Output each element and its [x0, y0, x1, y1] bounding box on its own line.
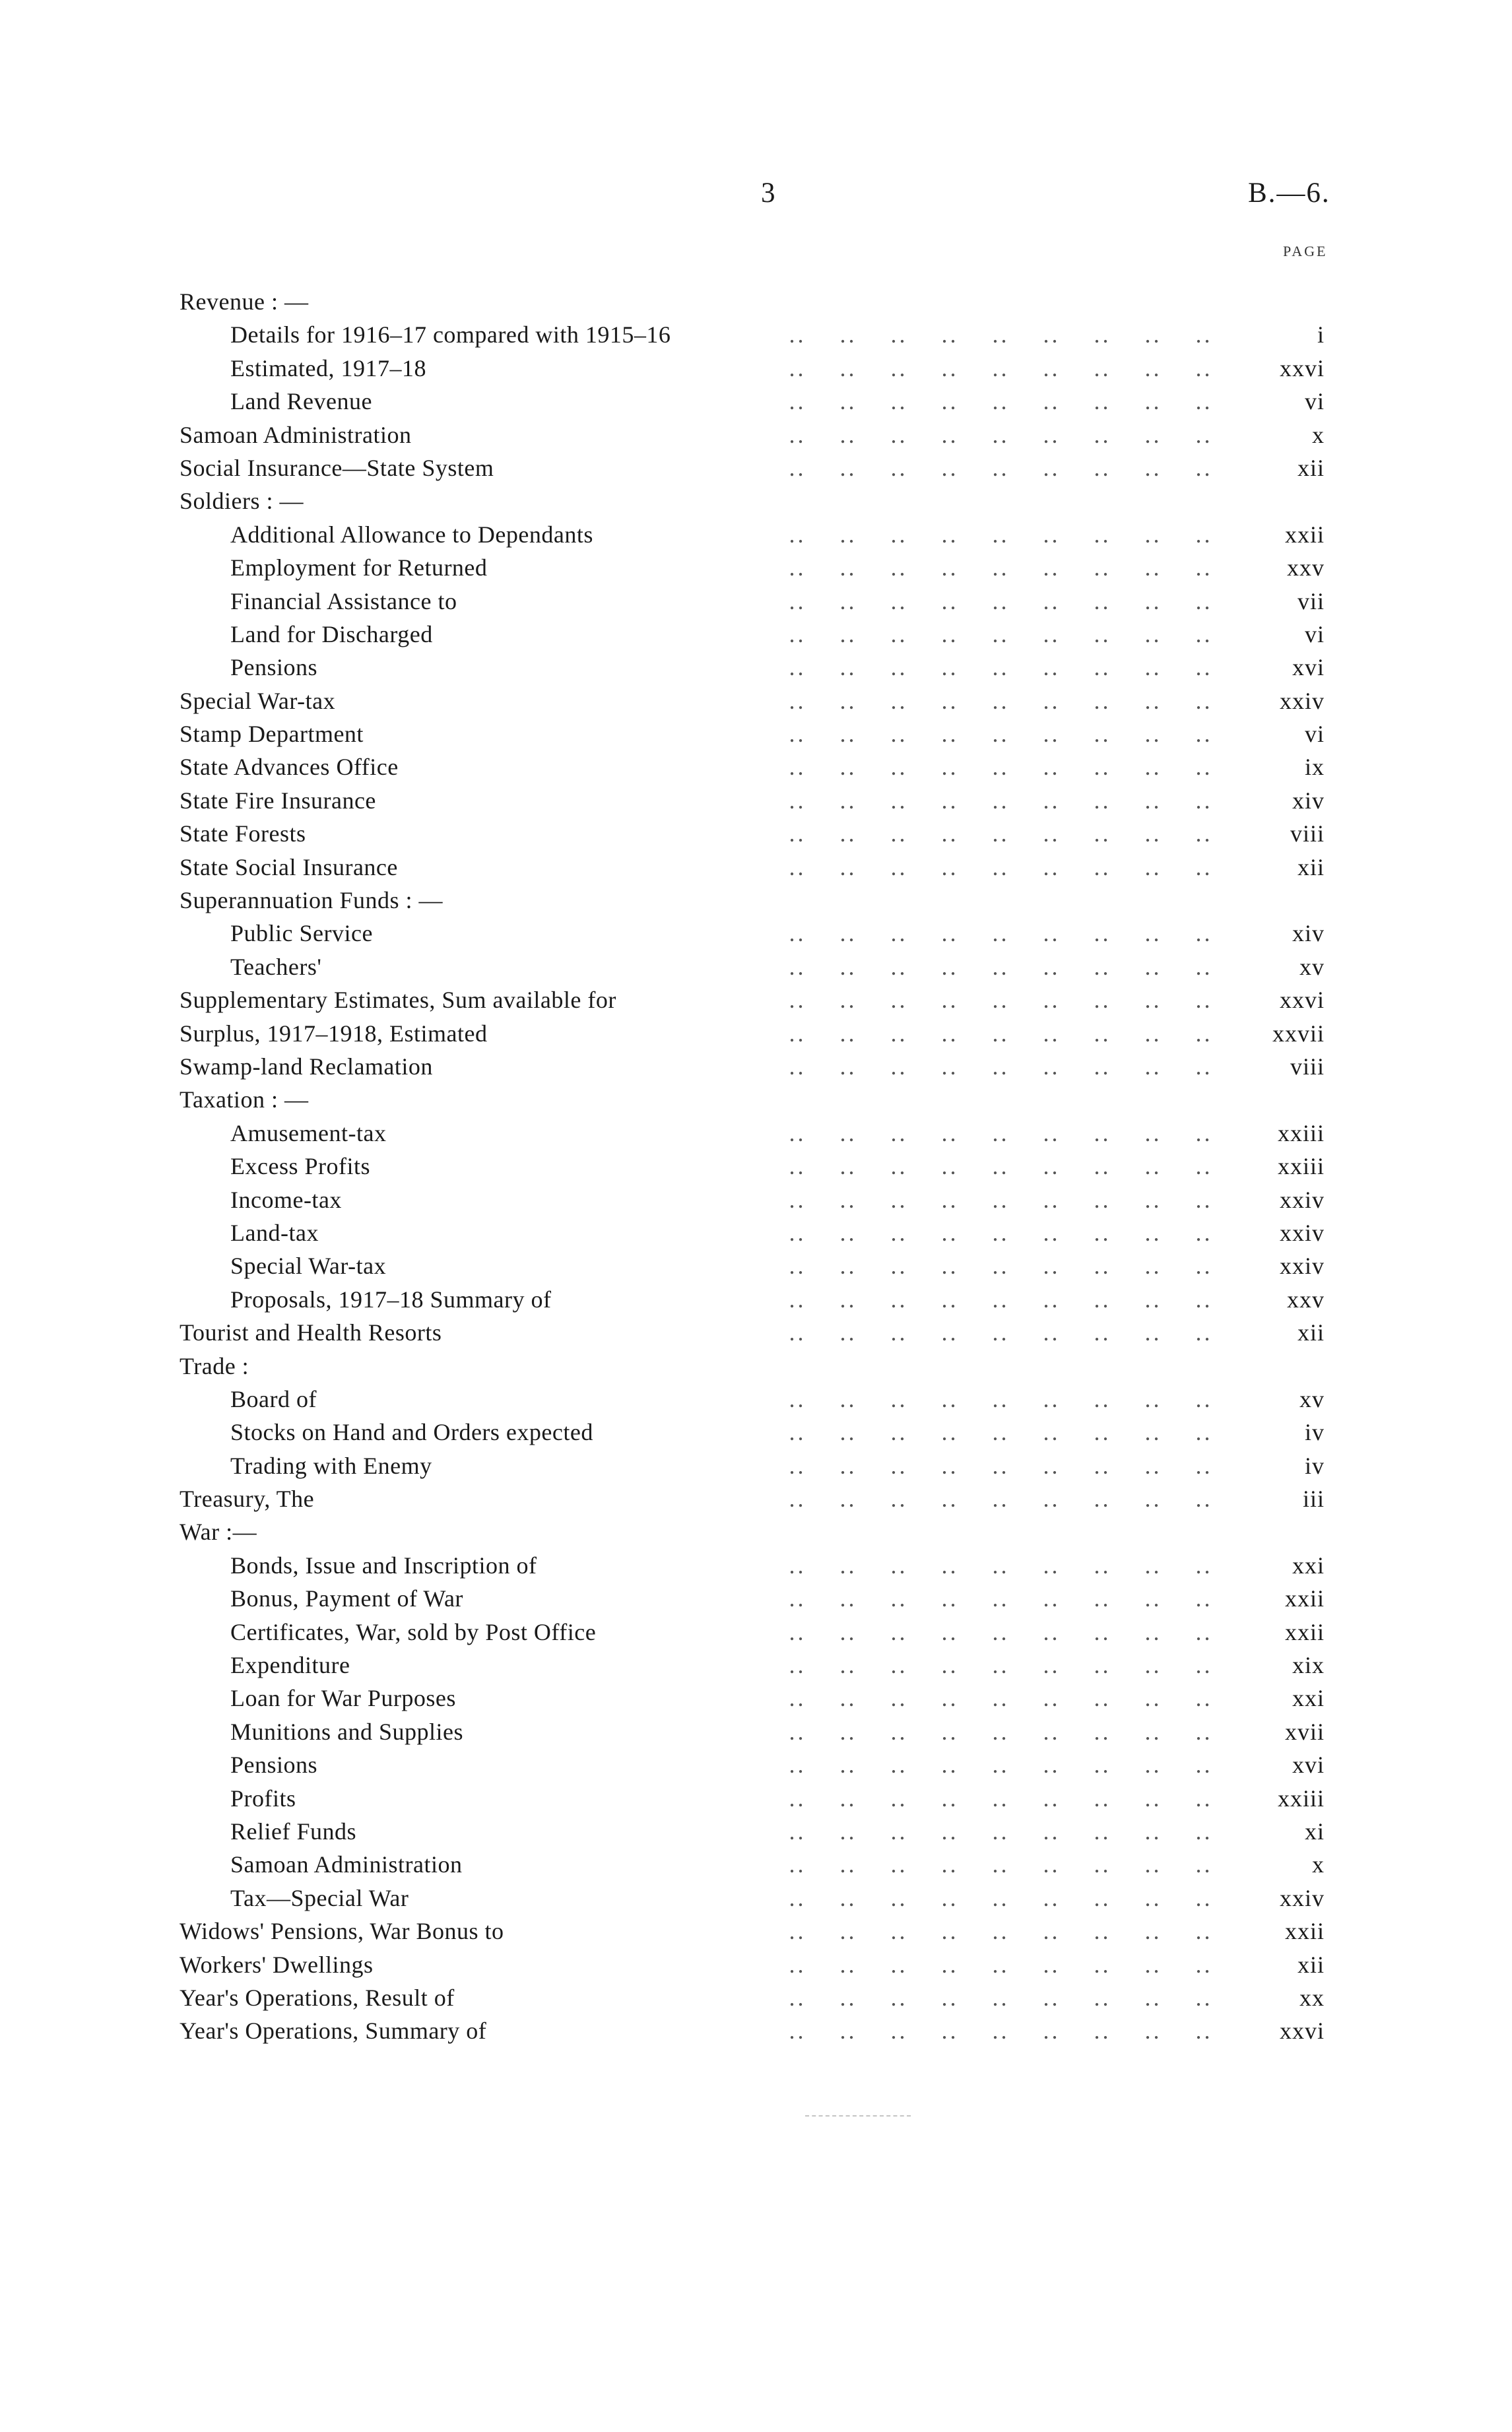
dot-leader: .. .. .. .. .. .. .. .. ..	[789, 1618, 1213, 1645]
entry-page-number: xxiii	[1277, 1785, 1325, 1812]
entry-page-number: xi	[1304, 1818, 1325, 1845]
index-subentry	[0, 1782, 1512, 1815]
entry-label: Teachers'	[230, 953, 322, 980]
index-subentry	[0, 518, 1512, 551]
entry-label: Additional Allowance to Dependants	[230, 521, 593, 548]
index-entry	[0, 1050, 1512, 1083]
entry-label: Taxation : —	[180, 1086, 309, 1113]
dot-leader: .. .. .. .. .. .. .. .. ..	[789, 454, 1213, 481]
entry-label: War :—	[180, 1519, 257, 1546]
entry-page-number: iv	[1304, 1452, 1325, 1479]
bottom-rule	[805, 2115, 911, 2117]
entry-page-number: ix	[1304, 754, 1325, 781]
entry-page-number: xiv	[1292, 920, 1325, 947]
index-entry	[0, 1915, 1512, 1948]
entry-label: Tourist and Health Resorts	[180, 1319, 442, 1346]
index-entry	[0, 451, 1512, 484]
dot-leader: .. .. .. .. .. .. .. .. ..	[789, 820, 1213, 847]
entry-label: Special War-tax	[230, 1253, 387, 1280]
index-subentry	[0, 1416, 1512, 1449]
entry-page-number: xv	[1299, 1385, 1325, 1412]
entry-page-number: xxiv	[1279, 1219, 1325, 1246]
dot-leader: .. .. .. .. .. .. .. .. ..	[789, 1253, 1213, 1280]
dot-leader: .. .. .. .. .. .. .. .. ..	[789, 587, 1213, 614]
index-subentry	[0, 1249, 1512, 1282]
dot-leader: .. .. .. .. .. .. .. .. ..	[789, 1486, 1213, 1513]
index-subentry	[0, 1283, 1512, 1316]
entry-label: Estimated, 1917–18	[230, 354, 426, 381]
index-list	[0, 285, 1512, 2048]
entry-page-number: xiv	[1292, 787, 1325, 814]
index-entry	[0, 784, 1512, 817]
entry-label: Swamp-land Reclamation	[180, 1053, 433, 1080]
index-subentry	[0, 1383, 1512, 1416]
dot-leader: .. .. .. .. .. .. .. .. ..	[789, 1585, 1213, 1612]
entry-page-number: xxiii	[1277, 1153, 1325, 1180]
dot-leader: .. .. .. .. .. .. .. .. ..	[789, 687, 1213, 714]
dot-leader: .. .. .. .. .. .. .. .. ..	[789, 1884, 1213, 1911]
index-entry	[0, 1316, 1512, 1349]
entry-page-number: x	[1312, 421, 1325, 448]
dot-leader: .. .. .. .. .. .. .. .. ..	[789, 853, 1213, 880]
dot-leader: .. .. .. .. .. .. .. .. ..	[789, 1552, 1213, 1579]
dot-leader: .. .. .. .. .. .. .. .. ..	[789, 1652, 1213, 1679]
index-entry	[0, 717, 1512, 750]
entry-page-number: i	[1317, 321, 1325, 348]
index-entry	[0, 983, 1512, 1016]
entry-page-number: xxv	[1287, 554, 1325, 581]
dot-leader: .. .. .. .. .. .. .. .. ..	[789, 1219, 1213, 1246]
index-entry	[0, 884, 1512, 917]
index-entry	[0, 285, 1512, 318]
entry-page-number: xxii	[1284, 1585, 1325, 1612]
entry-page-number: vi	[1304, 620, 1325, 647]
index-subentry	[0, 1748, 1512, 1781]
dot-leader: .. .. .. .. .. .. .. .. ..	[789, 1752, 1213, 1779]
dot-leader: .. .. .. .. .. .. .. .. ..	[789, 1718, 1213, 1745]
index-entry	[0, 1981, 1512, 2014]
entry-label: Social Insurance—State System	[180, 454, 494, 481]
index-subentry	[0, 1449, 1512, 1482]
entry-label: Samoan Administration	[180, 421, 412, 448]
entry-label: Relief Funds	[230, 1818, 356, 1845]
dot-leader: .. .. .. .. .. .. .. .. ..	[789, 1053, 1213, 1080]
entry-page-number: xxvii	[1272, 1020, 1325, 1047]
index-subentry	[0, 618, 1512, 651]
index-subentry	[0, 1715, 1512, 1748]
entry-page-number: xxiv	[1279, 1253, 1325, 1280]
entry-page-number: iv	[1304, 1419, 1325, 1446]
index-subentry	[0, 1882, 1512, 1915]
entry-label: Pensions	[230, 654, 318, 681]
index-subentry	[0, 651, 1512, 684]
index-subentry	[0, 1183, 1512, 1216]
entry-label: Treasury, The	[180, 1486, 315, 1513]
index-subentry	[0, 1815, 1512, 1848]
dot-leader: .. .. .. .. .. .. .. .. ..	[789, 421, 1213, 448]
index-subentry	[0, 1582, 1512, 1615]
entry-page-number: xx	[1299, 1984, 1325, 2011]
entry-label: Bonds, Issue and Inscription of	[230, 1552, 537, 1579]
index-subentry	[0, 1616, 1512, 1649]
entry-label: Land Revenue	[230, 388, 372, 415]
entry-label: State Forests	[180, 820, 306, 847]
entry-page-number: x	[1312, 1851, 1325, 1878]
entry-page-number: xii	[1297, 853, 1325, 880]
entry-label: Widows' Pensions, War Bonus to	[180, 1918, 504, 1945]
document-reference: B.—6.	[1248, 178, 1331, 209]
entry-page-number: xxii	[1284, 521, 1325, 548]
entry-label: Supplementary Estimates, Sum available for	[180, 987, 616, 1014]
entry-label: State Social Insurance	[180, 853, 398, 880]
entry-page-number: xvii	[1284, 1718, 1325, 1745]
dot-leader: .. .. .. .. .. .. .. .. ..	[789, 1818, 1213, 1845]
index-subentry	[0, 551, 1512, 584]
entry-label: Superannuation Funds : —	[180, 887, 443, 914]
entry-page-number: xxvi	[1279, 987, 1325, 1014]
dot-leader: .. .. .. .. .. .. .. .. ..	[789, 521, 1213, 548]
entry-page-number: xix	[1292, 1652, 1325, 1679]
entry-label: Surplus, 1917–1918, Estimated	[180, 1020, 488, 1047]
dot-leader: .. .. .. .. .. .. .. .. ..	[789, 654, 1213, 681]
entry-page-number: xii	[1297, 1951, 1325, 1978]
entry-label: Employment for Returned	[230, 554, 488, 581]
entry-label: Details for 1916–17 compared with 1915–16	[230, 321, 671, 348]
index-entry	[0, 1017, 1512, 1050]
dot-leader: .. .. .. .. .. .. .. .. ..	[789, 388, 1213, 415]
dot-leader: .. .. .. .. .. .. .. .. ..	[789, 1153, 1213, 1180]
dot-leader: .. .. .. .. .. .. .. .. ..	[789, 953, 1213, 980]
entry-label: Special War-tax	[180, 687, 336, 714]
index-entry	[0, 1350, 1512, 1383]
entry-label: State Fire Insurance	[180, 787, 376, 814]
index-entry	[0, 484, 1512, 517]
entry-label: Loan for War Purposes	[230, 1685, 456, 1712]
index-entry	[0, 1948, 1512, 1981]
entry-label: Proposals, 1917–18 Summary of	[230, 1286, 552, 1313]
entry-page-number: xxv	[1287, 1286, 1325, 1313]
dot-leader: .. .. .. .. .. .. .. .. ..	[789, 620, 1213, 647]
entry-page-number: xxii	[1284, 1918, 1325, 1945]
index-entry	[0, 750, 1512, 783]
index-subentry	[0, 1117, 1512, 1150]
dot-leader: .. .. .. .. .. .. .. .. ..	[789, 554, 1213, 581]
entry-page-number: xxi	[1292, 1552, 1325, 1579]
index-entry	[0, 684, 1512, 717]
index-subentry	[0, 1848, 1512, 1881]
entry-page-number: xxiii	[1277, 1119, 1325, 1146]
index-entry	[0, 817, 1512, 850]
entry-page-number: viii	[1290, 1053, 1325, 1080]
dot-leader: .. .. .. .. .. .. .. .. ..	[789, 1984, 1213, 2011]
entry-label: Board of	[230, 1385, 317, 1412]
entry-label: Financial Assistance to	[230, 587, 457, 614]
entry-label: Certificates, War, sold by Post Office	[230, 1618, 597, 1645]
index-entry	[0, 2014, 1512, 2047]
entry-label: Pensions	[230, 1752, 318, 1779]
index-subentry	[0, 1649, 1512, 1682]
entry-page-number: xvi	[1292, 1752, 1325, 1779]
entry-label: Bonus, Payment of War	[230, 1585, 463, 1612]
entry-label: Soldiers : —	[180, 488, 304, 515]
index-entry	[0, 1083, 1512, 1116]
dot-leader: .. .. .. .. .. .. .. .. ..	[789, 1186, 1213, 1213]
dot-leader: .. .. .. .. .. .. .. .. ..	[789, 787, 1213, 814]
index-subentry	[0, 352, 1512, 385]
dot-leader: .. .. .. .. .. .. .. .. ..	[789, 1119, 1213, 1146]
page-column-label: PAGE	[1283, 243, 1328, 259]
index-entry	[0, 418, 1512, 451]
entry-label: State Advances Office	[180, 754, 399, 781]
entry-label: Year's Operations, Result of	[180, 1984, 455, 2011]
entry-label: Land-tax	[230, 1219, 319, 1246]
entry-page-number: xxiv	[1279, 1884, 1325, 1911]
entry-page-number: vii	[1297, 587, 1325, 614]
entry-label: Munitions and Supplies	[230, 1718, 464, 1745]
entry-page-number: xii	[1297, 454, 1325, 481]
entry-page-number: xxi	[1292, 1685, 1325, 1712]
dot-leader: .. .. .. .. .. .. .. .. ..	[789, 1685, 1213, 1712]
page-number: 3	[761, 178, 776, 209]
dot-leader: .. .. .. .. .. .. .. .. ..	[789, 321, 1213, 348]
dot-leader: .. .. .. .. .. .. .. .. ..	[789, 1452, 1213, 1479]
index-subentry	[0, 950, 1512, 983]
entry-label: Stocks on Hand and Orders expected	[230, 1419, 593, 1446]
entry-page-number: vi	[1304, 721, 1325, 748]
dot-leader: .. .. .. .. .. .. .. .. ..	[789, 1951, 1213, 1978]
entry-label: Trade :	[180, 1352, 249, 1379]
dot-leader: .. .. .. .. .. .. .. .. ..	[789, 1851, 1213, 1878]
entry-label: Income-tax	[230, 1186, 342, 1213]
index-subentry	[0, 1150, 1512, 1183]
entry-page-number: xii	[1297, 1319, 1325, 1346]
entry-page-number: xv	[1299, 953, 1325, 980]
dot-leader: .. .. .. .. .. .. .. .. ..	[789, 1918, 1213, 1945]
index-subentry	[0, 385, 1512, 418]
index-entry	[0, 1515, 1512, 1548]
dot-leader: .. .. .. .. .. .. .. .. ..	[789, 920, 1213, 947]
entry-page-number: xxii	[1284, 1618, 1325, 1645]
index-subentry	[0, 585, 1512, 618]
entry-label: Public Service	[230, 920, 373, 947]
entry-label: Stamp Department	[180, 721, 364, 748]
dot-leader: .. .. .. .. .. .. .. .. ..	[789, 1319, 1213, 1346]
index-subentry	[0, 318, 1512, 351]
dot-leader: .. .. .. .. .. .. .. .. ..	[789, 1785, 1213, 1812]
entry-page-number: xxiv	[1279, 687, 1325, 714]
entry-label: Trading with Enemy	[230, 1452, 432, 1479]
entry-label: Tax—Special War	[230, 1884, 409, 1911]
dot-leader: .. .. .. .. .. .. .. .. ..	[789, 987, 1213, 1014]
dot-leader: .. .. .. .. .. .. .. .. ..	[789, 1286, 1213, 1313]
entry-page-number: iii	[1302, 1486, 1325, 1513]
dot-leader: .. .. .. .. .. .. .. .. ..	[789, 354, 1213, 381]
index-entry	[0, 1482, 1512, 1515]
entry-label: Expenditure	[230, 1652, 350, 1679]
entry-label: Revenue : —	[180, 288, 309, 315]
dot-leader: .. .. .. .. .. .. .. .. ..	[789, 1385, 1213, 1412]
entry-page-number: vi	[1304, 388, 1325, 415]
entry-label: Excess Profits	[230, 1153, 370, 1180]
index-entry	[0, 851, 1512, 884]
dot-leader: .. .. .. .. .. .. .. .. ..	[789, 721, 1213, 748]
entry-page-number: xvi	[1292, 654, 1325, 681]
entry-label: Year's Operations, Summary of	[180, 2018, 487, 2045]
index-subentry	[0, 1216, 1512, 1249]
dot-leader: .. .. .. .. .. .. .. .. ..	[789, 1419, 1213, 1446]
entry-label: Profits	[230, 1785, 296, 1812]
entry-page-number: viii	[1290, 820, 1325, 847]
index-subentry	[0, 917, 1512, 950]
dot-leader: .. .. .. .. .. .. .. .. ..	[789, 754, 1213, 781]
dot-leader: .. .. .. .. .. .. .. .. ..	[789, 1020, 1213, 1047]
entry-page-number: xxiv	[1279, 1186, 1325, 1213]
entry-label: Land for Discharged	[230, 620, 433, 647]
entry-label: Samoan Administration	[230, 1851, 463, 1878]
dot-leader: .. .. .. .. .. .. .. .. ..	[789, 2018, 1213, 2045]
entry-page-number: xxvi	[1279, 2018, 1325, 2045]
entry-label: Amusement-tax	[230, 1119, 387, 1146]
index-subentry	[0, 1549, 1512, 1582]
index-subentry	[0, 1682, 1512, 1715]
entry-label: Workers' Dwellings	[180, 1951, 374, 1978]
entry-page-number: xxvi	[1279, 354, 1325, 381]
